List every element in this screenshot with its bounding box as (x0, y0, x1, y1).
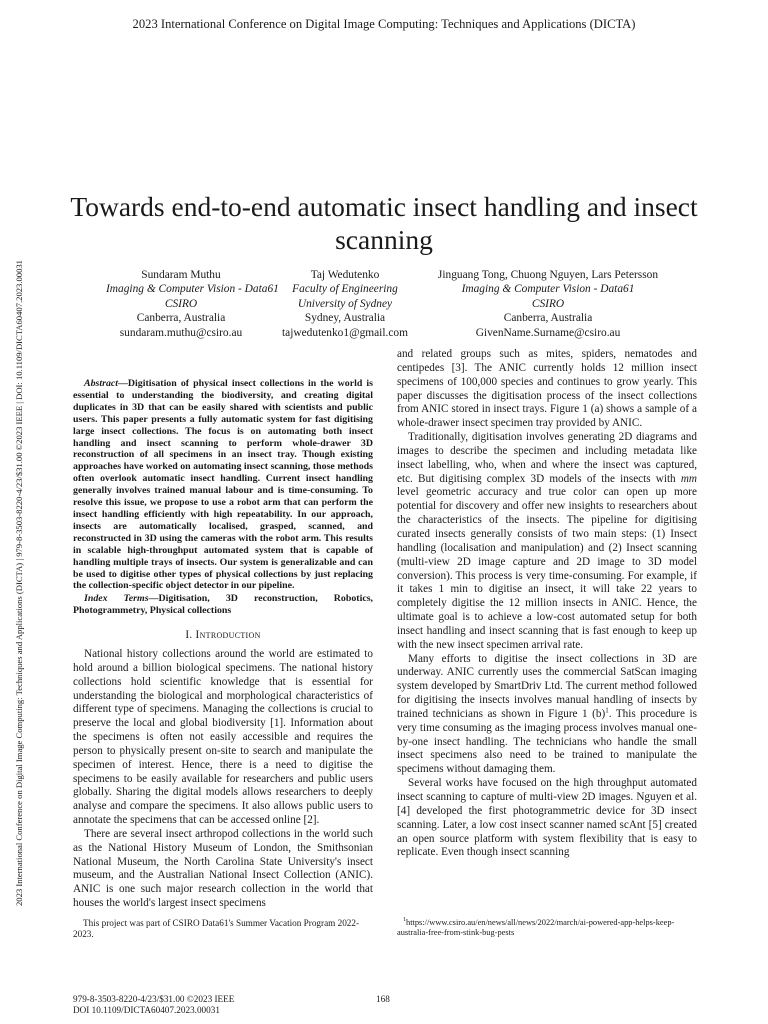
author-block-3 (418, 268, 678, 340)
index-terms (73, 593, 373, 617)
author-name: Jinguang Tong, Chuong Nguyen, Lars Petersson (437, 269, 659, 281)
author-name: Sundaram Muthu (141, 269, 221, 281)
index-terms-text: —Digitisation, 3D reconstruction, Robotics, Photogrammetry, Physical collections (73, 593, 374, 617)
author-email: sundaram.muthu@csiro.au (119, 326, 243, 339)
paragraph: There are several insect arthropod collections in the world such as the National History Museum of London, the Smithsonian National Museum, the North Carolina State University's insect museum, and the Australian National Insect Collection (ANIC). ANIC is one such major research collection in the world that houses the world's largest insect specimens (73, 827, 373, 910)
section-heading-introduction: I. Introduction (185, 629, 261, 642)
footer-doi: DOI 10.1109/DICTA60407.2023.00031 (73, 1005, 220, 1015)
conference-header: 2023 International Conference on Digital Image Computing: Techniques and Applications (DICTA) (132, 17, 636, 31)
doi-sidebar: 2023 International Conference on Digital Image Computing: Techniques and Applications (DICTA) | 979-8-3503-8220-4/23/$31.00 ©2023 IEEE | DOI: 10.1109/DICTA60407.2023.00031 (14, 260, 24, 906)
left-column (73, 378, 373, 911)
author-block-1 (106, 268, 279, 340)
paragraph: National history collections around the world are estimated to hold around a billion biological specimens. The national history collections hold scientific knowledge that is essential for understanding the biological and morphological characteristics of different type of specimens. Managing the collections is crucial to preserve the local and global biodiversity [1]. Information about the specimens is often not easily accessible and requires the person to physically present on-site to search and manipulate the specimen of interest. Hence, there is a need to digitise the specimens to be easily available for researchers and public users globally. Sharing the digital models allows researchers to deeply analyse and compare the specimens. It also allows public users to annotate the specimens that can be accessed online [2]. (73, 647, 373, 827)
paragraph (397, 431, 697, 653)
footnote-marker: 1 (403, 917, 406, 924)
author-location: Canberra, Australia (136, 312, 226, 325)
author-affiliation: Imaging & Computer Vision - Data61 (106, 283, 279, 296)
author-org: CSIRO (164, 297, 198, 310)
author-location: Canberra, Australia (503, 312, 593, 325)
author-name: Taj Wedutenko (310, 269, 380, 281)
paragraph-text: Many efforts to digitise the insect collections in 3D are underway. ANIC currently uses the commercial SatScan imaging system developed by SmartDriv Ltd. The current method followed for digitising the insects involves manual handling of insects by trained technicians as shown in Figure 1 (b) (397, 652, 697, 720)
index-terms-label: Index Terms (84, 593, 149, 605)
footnote-text: This project was part of CSIRO Data61's Summer Vacation Program 2022-2023. (73, 918, 360, 939)
footnote-funding (73, 918, 373, 940)
paragraph-text: level geometric accuracy and true color can open up more potential for discovery and offer new insights to researchers about the characteristics of the insects. The pipeline for digitising curated insects generally consists of two main steps: (1) Insect handling (localisation and manipulation) and (2) Insect scanning (multi-view 2D image capture and 2D image to 3D model conversion). This process is very time-consuming. For example, if it takes 1 min to digitise an insect, it will take 22 years to completely digitise the 12 million insects in ANIC. Hence, the ultimate goal is to achieve a low-cost automated setup for both insect handling and insect scanning that is fast enough to keep up with the new insect specimen arrival rate. (397, 486, 697, 651)
author-location: Sydney, Australia (304, 312, 386, 325)
footer-isbn: 979-8-3503-8220-4/23/$31.00 ©2023 IEEE (73, 994, 235, 1004)
paragraph: and related groups such as mites, spiders, nematodes and centipedes [3]. The ANIC currently holds 12 million insect specimens of 100,000 species and continues to grow yearly. This paper discusses the digitisation process of the insect collections from ANIC stored in insect trays. Figure 1 (a) shows a sample of a whole-drawer insect specimen tray provided by ANIC. (397, 348, 697, 430)
footer-info (73, 994, 234, 1016)
paper-title: Towards end-to-end automatic insect handling and insect scanning (70, 191, 698, 255)
abstract-text: —Digitisation of physical insect collections in the world is essential to understanding the biodiversity, and creating digital duplicates in 3D that can be easily shared with scientists and public users. This paper presents a fully automatic system for fast digitising large insect collections. The focus is on automating both insect handling and insect scanning to perform whole-drawer 3D reconstruction of all specimens in an insect tray. Though existing approaches have worked on automating insect scanning, those methods often overlook automatic insect handling. Current insect handling generally involves trained manual labour and is time-consuming. To resolve this issue, we propose to use a robot arm that can perform the insect handling efficiently with high repeatability. In our approach, insects are automatically localised, grasped, scanned, and reconstructed in 3D using the cameras with the robot arm. This results in scalable high-throughput automated system that is capable of handling multiple trays of insects. Our system is generalizable and can be used to digitise other types of physical collections by just replacing the collection-specific object detector in our pipeline. (73, 378, 373, 592)
page-number: 168 (376, 994, 390, 1004)
footnote-link[interactable]: https://www.csiro.au/en/news/all/news/2022/march/ai-powered-app-helps-keep-australia-free-from-stink-bug-pests (397, 918, 675, 938)
footnote-marker[interactable]: 1 (605, 706, 609, 715)
abstract-label: Abstract (84, 378, 119, 389)
paragraph (397, 653, 697, 778)
author-affiliation: Faculty of Engineering (292, 283, 398, 296)
abstract (73, 378, 373, 592)
author-affiliation: Imaging & Computer Vision - Data61 (461, 283, 635, 296)
right-column (397, 348, 697, 860)
paragraph-text: Traditionally, digitisation involves generating 2D diagrams and images to describe the specimen and including metadata like insect labelling, who, when and where the insect was captured, etc. But digitising complex 3D models of the insects with (397, 431, 697, 485)
paragraph-text: . This procedure is very time consuming as the imaging process involves manual one-by-one insect handling. The technicians who handle the small insect specimens also need to be trained to manipulate the specimens without damaging them. (397, 707, 697, 776)
paragraph: Several works have focused on the high throughput automated insect scanning to capture of multi-view 2D images. Nguyen et al. [4] developed the first photogrammetric device for 3D insect scanning. Later, a low cost insect scanner named scAnt [5] created an open source platform with system flexibility that is easy to replicate. Even though insect scanning (397, 777, 697, 859)
author-email: GivenName.Surname@csiro.au (475, 326, 621, 339)
author-org: University of Sydney (297, 297, 393, 310)
author-email: tajwedutenko1@gmail.com (282, 326, 408, 339)
unit-emphasis: mm (680, 472, 697, 485)
footnote-url (397, 918, 702, 938)
author-org: CSIRO (531, 297, 565, 310)
author-block-2 (270, 268, 420, 340)
